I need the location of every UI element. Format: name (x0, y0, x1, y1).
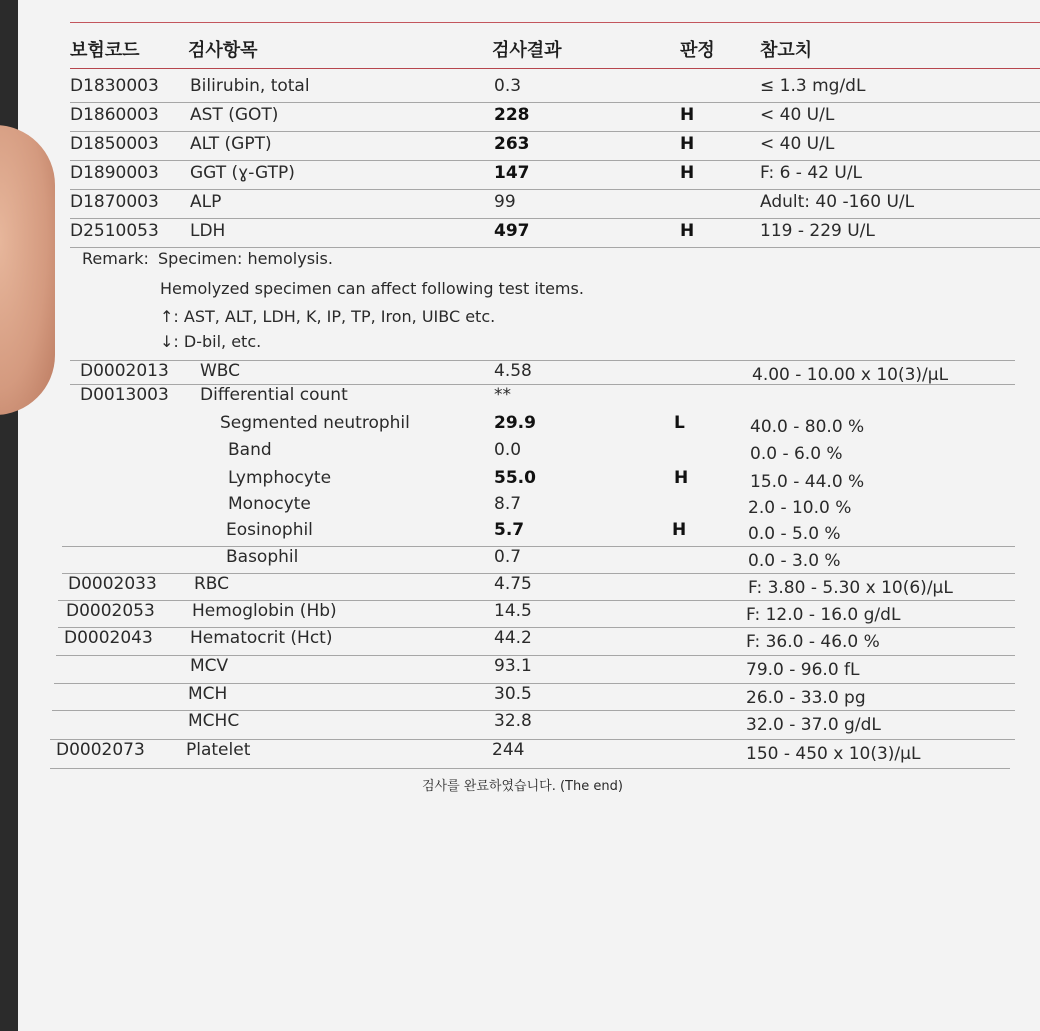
test-item: Band (228, 440, 272, 460)
test-result: 5.7 (494, 520, 525, 540)
reference-range: 79.0 - 96.0 fL (746, 660, 860, 680)
test-item: MCHC (188, 711, 240, 731)
test-result: 29.9 (494, 413, 536, 433)
insurance-code: D1850003 (70, 134, 159, 154)
test-result: 0.7 (494, 547, 522, 567)
test-item: MCH (188, 684, 228, 704)
insurance-code: D1870003 (70, 192, 159, 212)
test-result: 263 (494, 134, 530, 154)
reference-range: 26.0 - 33.0 pg (746, 688, 866, 708)
test-result: ** (494, 385, 511, 405)
test-item: Lymphocyte (228, 468, 332, 488)
remark-line: ↑: AST, ALT, LDH, K, IP, TP, Iron, UIBC etc. (160, 307, 496, 326)
test-item: Eosinophil (226, 520, 313, 540)
end-text: 검사를 완료하였습니다. (The end) (422, 779, 623, 794)
result-flag: H (680, 163, 695, 183)
header-result: 검사결과 (492, 40, 562, 61)
result-flag: H (674, 468, 689, 488)
reference-range: F: 36.0 - 46.0 % (746, 632, 880, 652)
test-result: 228 (494, 105, 530, 125)
insurance-code: D0013003 (80, 385, 169, 405)
insurance-code: D2510053 (70, 221, 159, 241)
test-result: 44.2 (494, 628, 532, 648)
test-result: 244 (492, 740, 525, 760)
header-item: 검사항목 (188, 40, 258, 61)
result-flag: H (680, 221, 695, 241)
test-item: MCV (190, 656, 229, 676)
reference-range: 4.00 - 10.00 x 10(3)/μL (752, 365, 949, 385)
top-rule (70, 22, 1040, 23)
reference-range: 119 - 229 U/L (760, 221, 875, 241)
test-result: 4.58 (494, 361, 532, 381)
test-item: ALT (GPT) (190, 134, 272, 154)
test-item: ALP (190, 192, 222, 212)
row-rule (50, 768, 1010, 769)
test-item: Bilirubin, total (190, 76, 310, 96)
reference-range: 2.0 - 10.0 % (748, 498, 852, 518)
header-rule (70, 68, 1040, 69)
reference-range: 40.0 - 80.0 % (750, 417, 865, 437)
test-item: RBC (194, 574, 230, 594)
insurance-code: D1890003 (70, 163, 159, 183)
result-flag: H (680, 105, 695, 125)
row-rule (62, 546, 1015, 547)
remark-label: Remark: (82, 249, 149, 268)
test-item: LDH (190, 221, 226, 241)
reference-range: Adult: 40 -160 U/L (760, 192, 915, 212)
insurance-code: D0002013 (80, 361, 169, 381)
reference-range: 0.0 - 6.0 % (750, 444, 843, 464)
remark-line: Hemolyzed specimen can affect following test items. (160, 279, 584, 298)
reference-range: ≤ 1.3 mg/dL (760, 76, 866, 96)
result-flag: H (672, 520, 687, 540)
reference-range: 15.0 - 44.0 % (750, 472, 865, 492)
test-item: Differential count (200, 385, 348, 405)
reference-range: 0.0 - 5.0 % (748, 524, 841, 544)
remark-line: Specimen: hemolysis. (158, 249, 333, 268)
test-result: 0.0 (494, 440, 522, 460)
test-item: GGT (ɣ-GTP) (190, 163, 295, 183)
test-result: 55.0 (494, 468, 536, 488)
test-item: Monocyte (228, 494, 311, 514)
reference-range: 0.0 - 3.0 % (748, 551, 841, 571)
test-item: Platelet (186, 740, 251, 760)
header-ref: 참고치 (760, 40, 813, 61)
test-result: 4.75 (494, 574, 532, 594)
test-item: Segmented neutrophil (220, 413, 410, 433)
test-result: 14.5 (494, 601, 532, 621)
test-result: 99 (494, 192, 516, 212)
test-result: 30.5 (494, 684, 532, 704)
test-item: Hematocrit (Hct) (190, 628, 333, 648)
result-flag: L (674, 413, 685, 433)
insurance-code: D1860003 (70, 105, 159, 125)
test-result: 497 (494, 221, 530, 241)
remark-line: ↓: D-bil, etc. (160, 332, 262, 351)
finger-thumb (0, 125, 55, 415)
header-code: 보험코드 (70, 40, 140, 61)
insurance-code: D1830003 (70, 76, 159, 96)
test-result: 32.8 (494, 711, 532, 731)
reference-range: F: 12.0 - 16.0 g/dL (746, 605, 901, 625)
reference-range: < 40 U/L (760, 134, 835, 154)
test-item: Basophil (226, 547, 299, 567)
insurance-code: D0002043 (64, 628, 153, 648)
insurance-code: D0002033 (68, 574, 157, 594)
insurance-code: D0002073 (56, 740, 145, 760)
test-result: 147 (494, 163, 530, 183)
test-result: 8.7 (494, 494, 522, 514)
test-item: WBC (200, 361, 241, 381)
header-flag: 판정 (680, 40, 715, 61)
reference-range: 150 - 450 x 10(3)/μL (746, 744, 921, 764)
test-item: AST (GOT) (190, 105, 279, 125)
insurance-code: D0002053 (66, 601, 155, 621)
reference-range: 32.0 - 37.0 g/dL (746, 715, 881, 735)
reference-range: F: 3.80 - 5.30 x 10(6)/μL (748, 578, 953, 598)
result-flag: H (680, 134, 695, 154)
test-result: 0.3 (494, 76, 522, 96)
test-result: 93.1 (494, 656, 532, 676)
reference-range: F: 6 - 42 U/L (760, 163, 863, 183)
test-item: Hemoglobin (Hb) (192, 601, 337, 621)
reference-range: < 40 U/L (760, 105, 835, 125)
